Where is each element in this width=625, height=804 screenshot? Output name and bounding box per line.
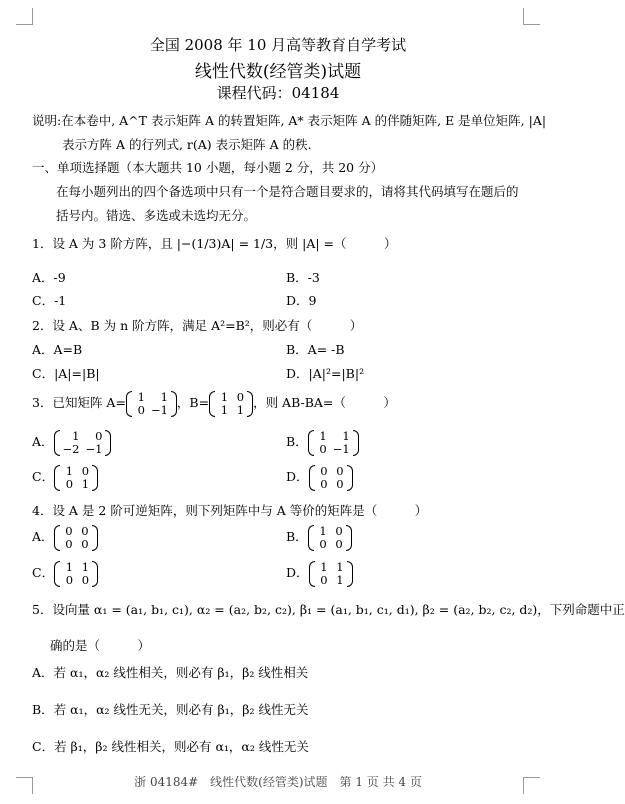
matrix-cell: 0 — [81, 463, 90, 478]
matrix-cell: 0 — [65, 523, 73, 538]
matrix-cell: 1 — [81, 476, 90, 491]
crop-mark-top-left — [16, 8, 33, 25]
q5-stem-line-2: 确的是（ ） — [50, 638, 151, 653]
matrix-cell: 0 — [81, 523, 89, 538]
q1-option-a: A．-9 — [32, 270, 66, 285]
matrix-cell: 0 — [320, 463, 328, 478]
matrix-cell: 1 — [65, 463, 74, 478]
q3-stem-post: ，则 AB-BA=（ ） — [253, 395, 396, 410]
q2-option-d: D．|A|²=|B|² — [286, 366, 365, 381]
matrix-cell: 1 — [220, 402, 229, 417]
q4-stem: 4．设 A 是 2 阶可逆矩阵，则下列矩阵中与 A 等价的矩阵是（ ） — [32, 503, 428, 518]
exam-subject: 线性代数(经管类)试题 — [194, 62, 362, 82]
matrix-cell: −1 — [150, 402, 168, 417]
q2-option-b: B．A= -B — [286, 342, 345, 357]
matrix-cell: 1 — [160, 389, 168, 404]
q3-option-d-matrix — [309, 465, 353, 491]
page-footer: 浙 04184# 线性代数(经管类)试题 第 1 页 共 4 页 — [134, 775, 422, 789]
q1-option-c: C．-1 — [32, 293, 67, 308]
matrix-cell: 1 — [320, 559, 328, 574]
matrix-cell: 0 — [335, 536, 343, 551]
matrix-cell: 0 — [320, 476, 328, 491]
course-code: 课程代码：04184 — [216, 84, 340, 102]
q4-option-d: D． 1 1 0 1 — [286, 559, 353, 587]
matrix-cell: 0 — [336, 463, 344, 478]
q1-stem: 1．设 A 为 3 阶方阵，且 |−(1/3)A| = 1/3，则 |A| =（ ） — [32, 236, 397, 251]
q4-option-b-matrix — [308, 525, 352, 551]
q3-stem-mid: ，B= — [176, 395, 210, 410]
q3-stem — [32, 389, 396, 417]
matrix-cell: 1 — [220, 389, 229, 404]
matrix-cell: 0 — [65, 476, 74, 491]
q3-option-b: B． 1 1 0 −1 — [286, 428, 359, 456]
q4-option-c-matrix — [54, 561, 98, 587]
q5-stem-line-1: 5．设向量 α₁ = (a₁, b₁, c₁), α₂ = (a₂, b₂, c₂), β₁ = (a₁, b₁, c₁, d₁), β₂ = (a₂, b₂, c₂, d₂)，下列命题中正 — [32, 602, 625, 617]
matrix-cell: 0 — [336, 476, 344, 491]
q5-option-c: C．若 β₁，β₂ 线性相关，则必有 α₁，α₂ 线性无关 — [32, 739, 309, 754]
notes-line-2: 表示方阵 A 的行列式, r(A) 表示矩阵 A 的秩. — [62, 137, 312, 152]
matrix-cell: 1 — [72, 428, 80, 443]
q4-option-b: B． 1 0 0 0 — [286, 523, 352, 551]
q2-stem: 2．设 A、B 为 n 阶方阵，满足 A²=B²，则必有（ ） — [32, 318, 363, 333]
matrix-cell: 0 — [236, 389, 245, 404]
section-instruction-1: 在每小题列出的四个备选项中只有一个是符合题目要求的，请将其代码填写在题后的 — [56, 184, 519, 199]
q3-stem-pre: 3．已知矩阵 A= — [32, 395, 126, 410]
q1-option-b: B．-3 — [286, 270, 320, 285]
q3-option-a-matrix — [54, 430, 112, 456]
matrix-cell: 1 — [137, 389, 145, 404]
q1-option-d: D．9 — [286, 293, 317, 308]
matrix-cell: 0 — [137, 402, 145, 417]
matrix-cell: 0 — [319, 536, 327, 551]
exam-title: 全国 2008 年 10 月高等教育自学考试 — [149, 36, 407, 54]
q4-option-a-matrix — [54, 525, 98, 551]
q3-option-c-matrix — [54, 465, 98, 491]
q4-option-c: C． 1 1 0 0 — [32, 559, 98, 587]
matrix-cell: 0 — [320, 572, 328, 587]
matrix-cell: 0 — [81, 536, 89, 551]
matrix-cell: 0 — [95, 428, 103, 443]
matrix-cell: −2 — [62, 441, 80, 456]
section-title: 一、单项选择题（本大题共 10 小题，每小题 2 分，共 20 分） — [32, 160, 384, 175]
matrix-cell: −1 — [332, 441, 350, 456]
matrix-cell: 1 — [236, 402, 245, 417]
matrix-cell: 0 — [65, 536, 73, 551]
section-instruction-2: 括号内。错选、多选或未选均无分。 — [56, 208, 257, 223]
q3-option-b-matrix — [308, 430, 359, 456]
matrix-cell: 0 — [81, 572, 90, 587]
crop-mark-top-right — [523, 8, 540, 25]
matrix-cell: 1 — [336, 572, 344, 587]
q3-option-d: D． 0 0 0 0 — [286, 463, 353, 491]
q3-option-c: C． 1 0 0 1 — [32, 463, 98, 491]
matrix-cell: 0 — [335, 523, 343, 538]
matrix-cell: 0 — [65, 572, 74, 587]
matrix-cell: 0 — [319, 441, 327, 456]
matrix-cell: 1 — [342, 428, 350, 443]
q5-option-a: A．若 α₁，α₂ 线性相关，则必有 β₁，β₂ 线性相关 — [32, 665, 309, 680]
q2-option-a: A．A=B — [32, 342, 83, 357]
matrix-cell: −1 — [85, 441, 103, 456]
notes-line-1: 说明:在本卷中, A^T 表示矩阵 A 的转置矩阵, A* 表示矩阵 A 的伴随矩阵, E 是单位矩阵, |A| — [32, 113, 547, 128]
q2-option-c: C．|A|=|B| — [32, 366, 100, 381]
matrix-cell: 1 — [81, 559, 90, 574]
matrix-cell: 1 — [336, 559, 344, 574]
matrix-cell: 1 — [65, 559, 74, 574]
matrix-cell: 1 — [319, 523, 327, 538]
q5-option-b: B．若 α₁，α₂ 线性无关，则必有 β₁，β₂ 线性无关 — [32, 702, 309, 717]
q3-option-a: A． 1 0 −2 −1 — [32, 428, 111, 456]
q3-matrix-b — [209, 391, 253, 417]
q4-option-a: A． 0 0 0 0 — [32, 523, 98, 551]
q4-option-d-matrix — [309, 561, 353, 587]
q3-matrix-a — [126, 391, 177, 417]
matrix-cell: 1 — [319, 428, 327, 443]
